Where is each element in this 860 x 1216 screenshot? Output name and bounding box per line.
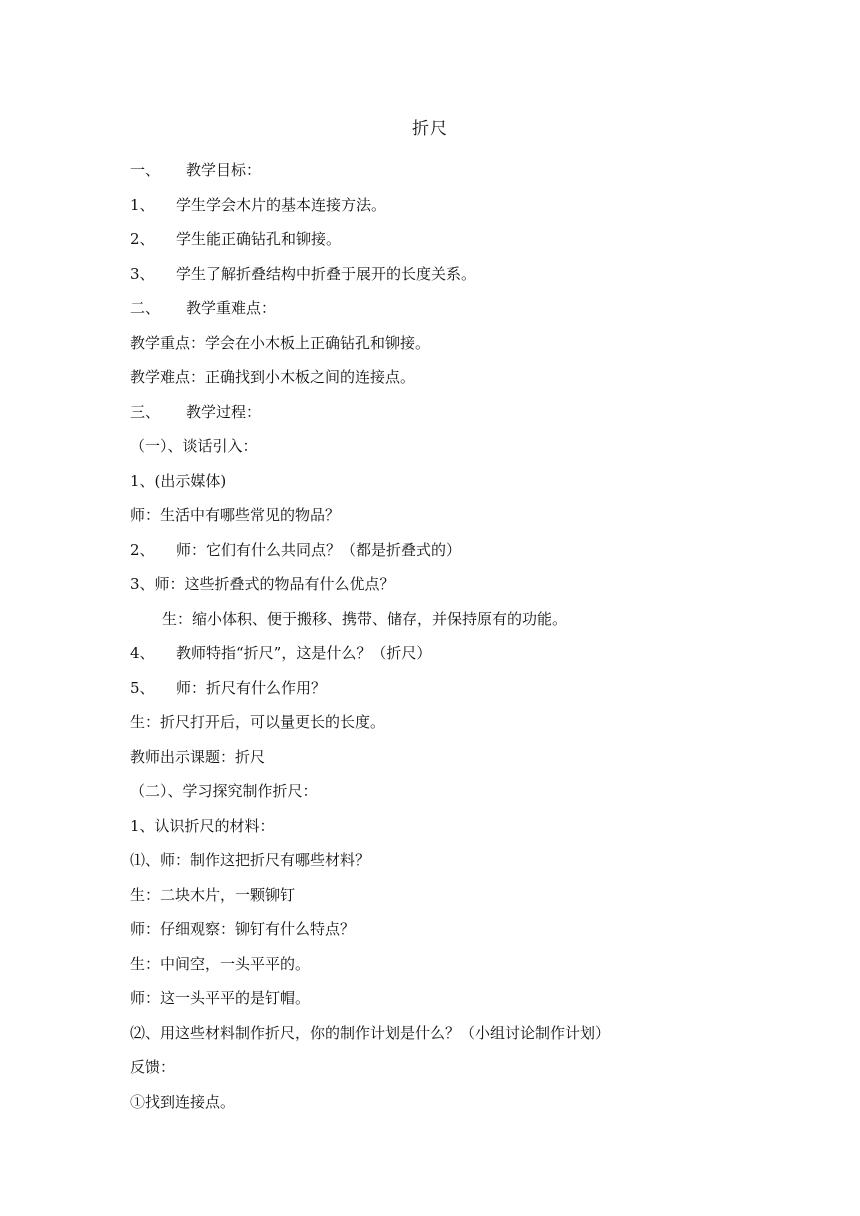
item-number: 一、 (130, 161, 161, 179)
paragraph-line: 生：折尺打开后，可以量更长的长度。 (130, 713, 386, 731)
paragraph-line: 生：二块木片，一颗铆钉 (130, 885, 296, 904)
item-text: 学生了解折叠结构中折叠于展开的长度关系。 (176, 264, 477, 283)
item-number: 二、 (130, 299, 161, 317)
paragraph-line: 师：这一头平平的是钉帽。 (130, 989, 311, 1007)
paragraph-line: 教学重点：学会在小木板上正确钻孔和铆接。 (130, 333, 431, 352)
paragraph-line: 教学难点：正确找到小木板之间的连接点。 (130, 368, 416, 386)
paragraph-line: 教师出示课题：折尺 (130, 747, 266, 766)
item-text: 师：折尺有什么作用？ (176, 678, 327, 697)
list-item (130, 257, 750, 292)
item-text: 教师特指“折尺”，这是什么？（折尺） (176, 644, 432, 662)
section-heading (130, 291, 750, 326)
item-number: 4、 (130, 644, 155, 662)
paragraph-line: ①找到连接点。 (130, 1092, 236, 1111)
item-text: 教学过程： (186, 402, 262, 421)
list-item (130, 222, 750, 257)
item-number: 5、 (130, 678, 155, 697)
subsection-heading: （二）、学习探究制作折尺： (130, 782, 318, 800)
paragraph-line: ⑴、师：制作这把折尺有哪些材料？ (130, 851, 371, 869)
item-text: 学生能正确钻孔和铆接。 (176, 230, 342, 248)
list-item (130, 636, 750, 671)
paragraph-line: 1、认识折尺的材料： (130, 816, 275, 835)
item-number: 三、 (130, 402, 161, 421)
paragraph-line: 师：生活中有哪些常见的物品？ (130, 506, 341, 524)
paragraph-line: ⑵、用这些材料制作折尺，你的制作计划是什么？（小组讨论制作计划） (130, 1023, 611, 1042)
item-number: 3、 (130, 264, 155, 283)
item-text: 教学目标： (186, 161, 262, 179)
paragraph-line: 生：缩小体积、便于搬移、携带、储存，并保持原有的功能。 (162, 609, 568, 628)
item-text: 师：它们有什么共同点？（都是折叠式的） (176, 540, 462, 559)
item-text: 学生学会木片的基本连接方法。 (176, 195, 387, 214)
list-item (130, 671, 750, 706)
document-title: 折尺 (412, 119, 448, 139)
document-body (130, 153, 750, 1119)
paragraph-line: 师：仔细观察：铆钉有什么特点？ (130, 920, 356, 938)
subsection-heading: （一）、谈话引入： (130, 437, 258, 455)
paragraph-line: 生：中间空，一头平平的。 (130, 954, 311, 973)
paragraph-line: 反馈： (130, 1058, 176, 1076)
list-item (130, 533, 750, 568)
paragraph-line: 3、师：这些折叠式的物品有什么优点？ (130, 575, 395, 593)
item-number: 2、 (130, 230, 155, 248)
item-text: 教学重难点： (186, 299, 277, 317)
list-item (130, 188, 750, 223)
paragraph-line: 1、(出示媒体) (130, 471, 227, 490)
item-number: 2、 (130, 540, 155, 559)
section-heading (130, 153, 750, 188)
item-number: 1、 (130, 195, 155, 214)
section-heading (130, 395, 750, 430)
